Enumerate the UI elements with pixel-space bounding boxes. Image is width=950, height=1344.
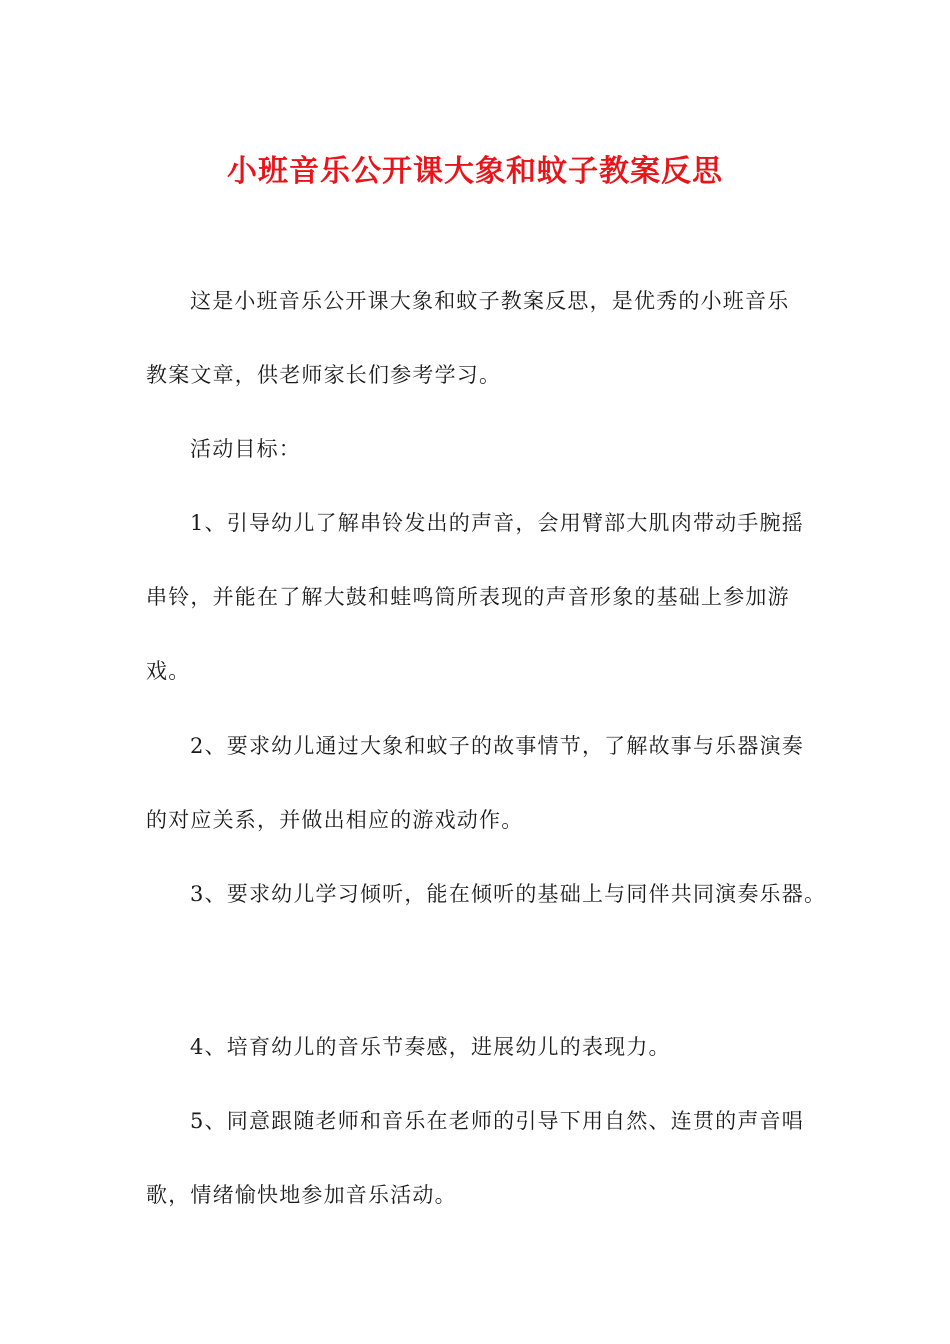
goal-1-line-1: 1、引导幼儿了解串铃发出的声音，会用臂部大肌肉带动手腕摇	[190, 511, 804, 535]
goal-2-line-2: 的对应关系，并做出相应的游戏动作。	[146, 808, 524, 832]
goal-2-line-1: 2、要求幼儿通过大象和蚊子的故事情节，了解故事与乐器演奏	[190, 734, 804, 758]
goal-4-line-1: 4、培育幼儿的音乐节奏感，进展幼儿的表现力。	[190, 1035, 671, 1059]
goal-3-line-1: 3、要求幼儿学习倾听，能在倾听的基础上与同伴共同演奏乐器。	[190, 882, 827, 906]
goal-5-line-2: 歌，情绪愉快地参加音乐活动。	[146, 1183, 457, 1207]
goal-1-line-2: 串铃，并能在了解大鼓和蛙鸣筒所表现的声音形象的基础上参加游	[146, 585, 790, 609]
goal-5-line-1: 5、同意跟随老师和音乐在老师的引导下用自然、连贯的声音唱	[190, 1109, 804, 1133]
intro-line-2: 教案文章，供老师家长们参考学习。	[146, 363, 502, 387]
document-title: 小班音乐公开课大象和蚊子教案反思	[227, 154, 723, 189]
goal-1-line-3: 戏。	[146, 659, 191, 683]
section-heading-goals: 活动目标：	[190, 437, 301, 461]
intro-line-1: 这是小班音乐公开课大象和蚊子教案反思，是优秀的小班音乐	[190, 289, 790, 313]
